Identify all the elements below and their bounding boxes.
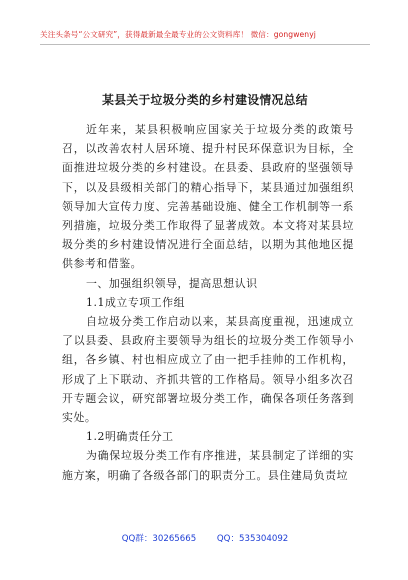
subsection-heading: 1.2明确责任分工 <box>85 430 174 444</box>
document-body <box>62 120 354 485</box>
intro-paragraph: 近年来，某县积极响应国家关于垃圾分类的政策号召，以改善农村人居环境、提升村民环保意识为目标，全面推进垃圾分类的乡村建设。在县委、县政府的坚强领导下，以及县级相关部门的精心指导下，某县通过加强组织领导加大宣传力度、完善基础设施、健全工作机制等一系列措施，垃圾分类工作取得了显著成效。本文将对某县垃圾分类的乡村建设情况进行全面总结，以期为其他地区提供参考和借鉴。 <box>62 123 354 271</box>
section-heading: 一、加强组织领导，提高思想认识 <box>85 276 258 290</box>
document-title: 某县关于垃圾分类的乡村建设情况总结 <box>102 93 308 107</box>
body-paragraph: 为确保垃圾分类工作有序推进，某县制定了详细的实施方案，明确了各级各部门的职责分工。县住建局负责垃 <box>62 449 354 482</box>
header-note: 关注头条号“公文研究”，获得最新最全最专业的公文资料库！ 微信：gongwenyj <box>40 30 316 39</box>
subsection-heading: 1.1成立专项工作组 <box>85 295 186 309</box>
body-paragraph: 自垃圾分类工作启动以来，某县高度重视，迅速成立了以县委、县政府主要领导为组长的垃圾分类工作领导小组，各乡镇、村也相应成立了由一把手挂帅的工作机构，形成了上下联动、齐抓共管的工作格局。领导小组多次召开专题会议，研究部署垃圾分类工作，确保各项任务落到实处。 <box>62 315 354 425</box>
header-divider <box>40 44 370 45</box>
footer-contact <box>40 532 370 544</box>
footer-qq-group: QQ群：30265665 <box>121 534 197 544</box>
footer-qq-number: QQ：535304092 <box>216 534 289 544</box>
